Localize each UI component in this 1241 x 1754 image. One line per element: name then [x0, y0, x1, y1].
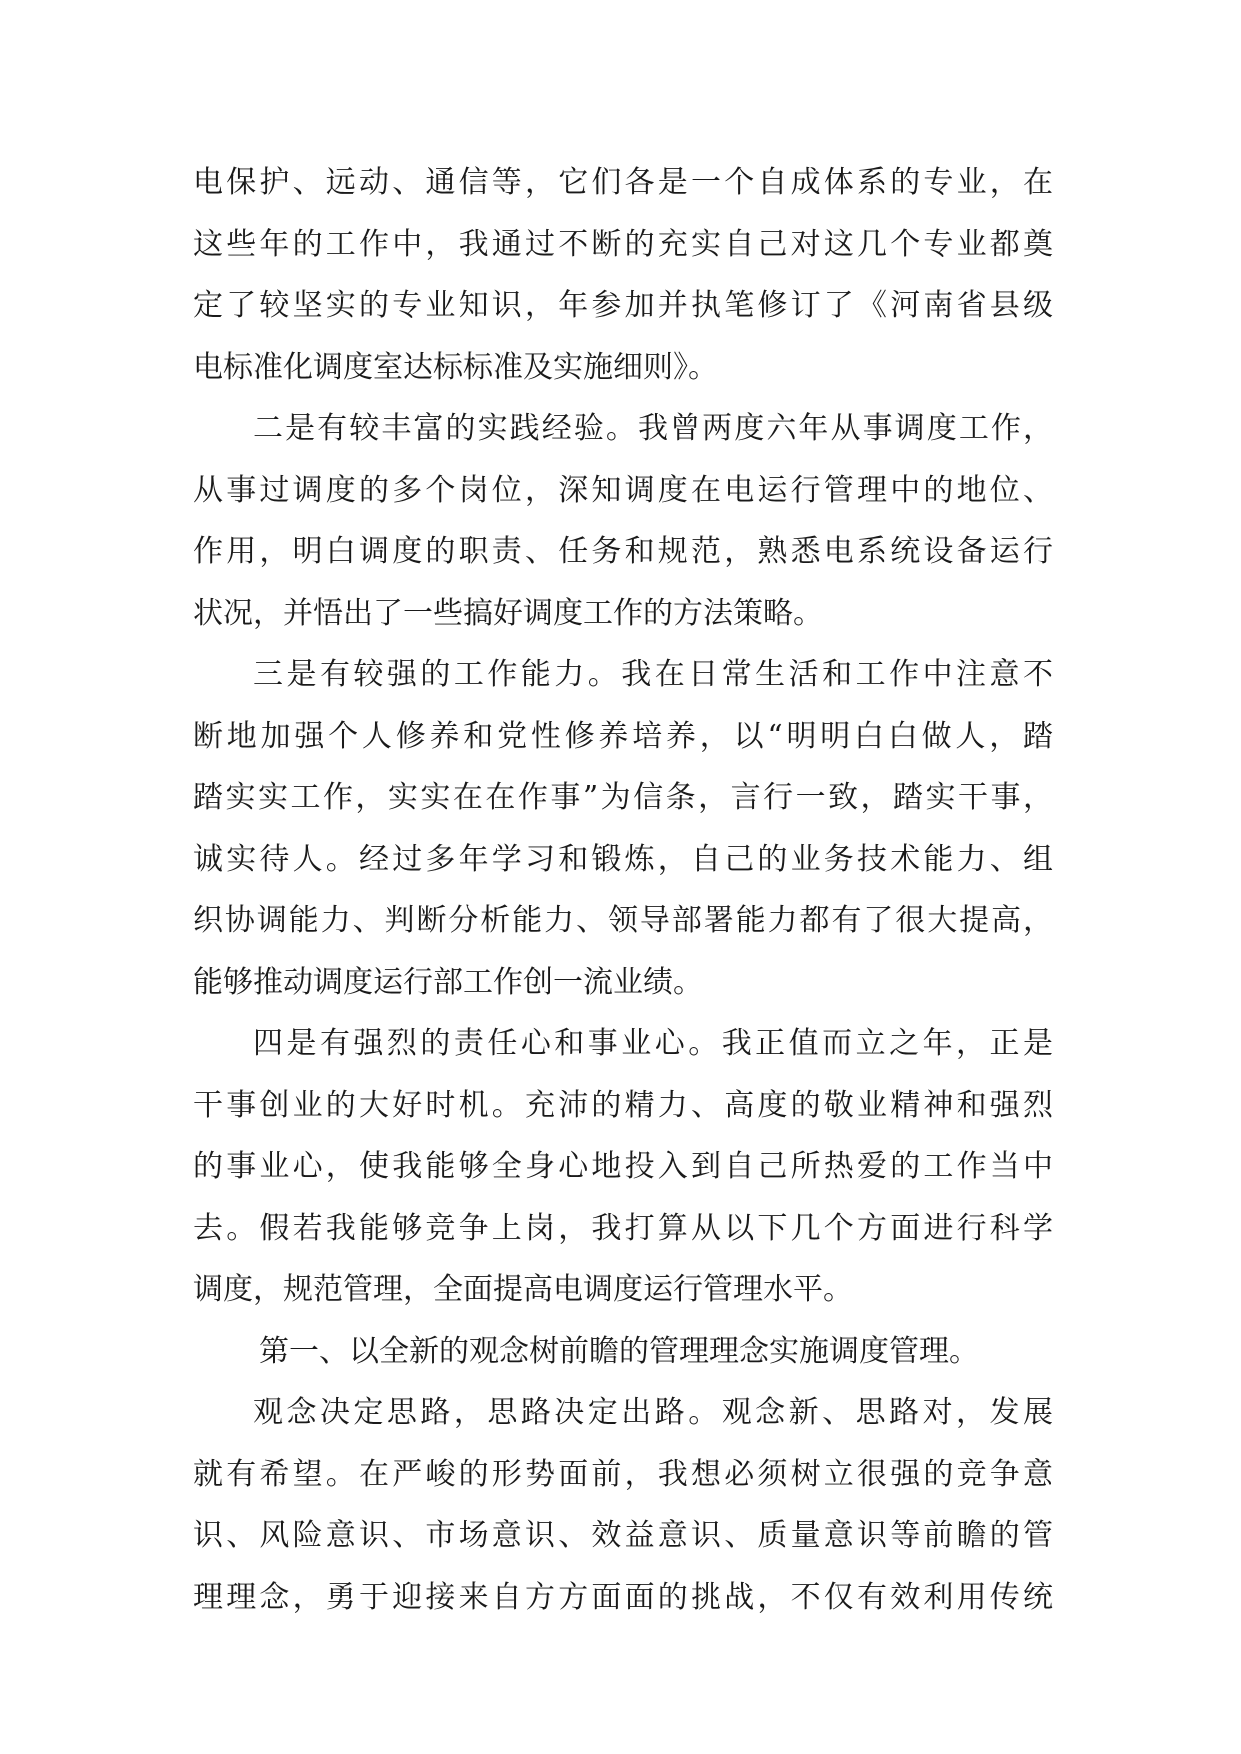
section-heading: 第一、以全新的观念树前瞻的管理理念实施调度管理。	[259, 1333, 979, 1369]
text-line: 这些年的工作中，我通过不断的充实自己对这几个专业都奠	[193, 226, 1053, 262]
text-line: 就有希望。在严峻的形势面前，我想必须树立很强的竞争意	[193, 1456, 1053, 1492]
text-line: 调度，规范管理，全面提高电调度运行管理水平。	[193, 1272, 853, 1307]
text-line: 状况，并悟出了一些搞好调度工作的方法策略。	[193, 595, 823, 631]
paragraph-first-line: 观念决定思路，思路决定出路。观念新、思路对，发展	[253, 1395, 1053, 1430]
text-line: 定了较坚实的专业知识，年参加并执笔修订了《河南省县级	[193, 288, 1053, 323]
text-line: 踏实实工作，实实在在作事”为信条，言行一致，踏实干事，	[193, 780, 1053, 815]
text-line: 能够推动调度运行部工作创一流业绩。	[193, 964, 703, 1000]
text-line: 电标准化调度室达标标准及实施细则》。	[193, 349, 718, 385]
text-line: 断地加强个人修养和党性修养培养，以“明明白白做人，踏	[193, 718, 1053, 754]
text-line: 理理念，勇于迎接来自方方面面的挑战，不仅有效利用传统	[193, 1579, 1053, 1615]
document-body	[193, 152, 1053, 1628]
text-line: 织协调能力、判断分析能力、领导部署能力都有了很大提高，	[193, 903, 1053, 938]
text-line: 去。假若我能够竞争上岗，我打算从以下几个方面进行科学	[193, 1210, 1053, 1246]
paragraph-first-line: 四是有强烈的责任心和事业心。我正值而立之年，正是	[253, 1026, 1053, 1061]
text-line: 干事创业的大好时机。充沛的精力、高度的敬业精神和强烈	[193, 1087, 1053, 1123]
text-line: 识、风险意识、市场意识、效益意识、质量意识等前瞻的管	[193, 1518, 1053, 1553]
text-line: 作用，明白调度的职责、任务和规范，熟悉电系统设备运行	[193, 534, 1053, 569]
paragraph-first-line: 三是有较强的工作能力。我在日常生活和工作中注意不	[253, 657, 1053, 692]
text-line: 电保护、远动、通信等，它们各是一个自成体系的专业，在	[193, 165, 1053, 200]
text-line: 从事过调度的多个岗位，深知调度在电运行管理中的地位、	[193, 472, 1053, 508]
text-line: 诚实待人。经过多年学习和锻炼，自己的业务技术能力、组	[193, 841, 1053, 877]
text-line: 的事业心，使我能够全身心地投入到自己所热爱的工作当中	[193, 1149, 1053, 1184]
paragraph-first-line: 二是有较丰富的实践经验。我曾两度六年从事调度工作，	[253, 411, 1053, 446]
